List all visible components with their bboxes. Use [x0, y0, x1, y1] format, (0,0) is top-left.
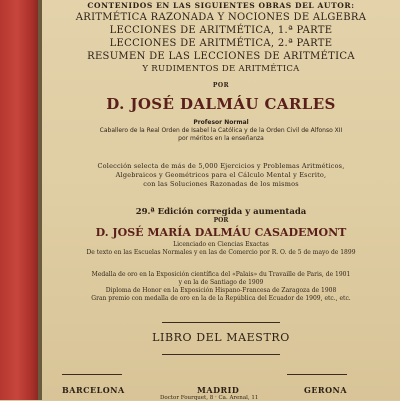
- author-name: D. JOSÉ DALMÁU CARLES: [106, 95, 336, 113]
- medals-list: [42, 271, 400, 303]
- author-titles: [42, 119, 400, 143]
- work-item: Y RUDIMENTOS DE ARITMÉTICA: [142, 64, 300, 74]
- madrid-address: Doctor Fourquet, 8 · Ca. Arenal, 11: [160, 395, 259, 401]
- edition-text: 29.ª Edición corregida y aumentada: [135, 207, 307, 217]
- second-author-name: D. JOSÉ MARÍA DALMÁU CASADEMONT: [95, 226, 347, 239]
- medal-line: Gran premio con medalla de oro en la de la República del Ecuador de 1909, etc., etc.: [91, 295, 351, 302]
- collection-line: con las Soluciones Razonadas de los mismos: [143, 180, 299, 188]
- second-author-sub: [42, 241, 400, 257]
- collection-description: [42, 162, 400, 189]
- collection-line: Algebraicos y Geométricos para el Cálculo Mental y Escrito,: [115, 171, 327, 179]
- author-title-line: Profesor Normal: [193, 119, 249, 126]
- work-item: LECCIONES DE ARITMÉTICA, 2.ª PARTE: [109, 38, 333, 49]
- medal-line: y en la de Santiago de 1909: [178, 279, 264, 286]
- textbook-approval: De texto en las Escuelas Normales y en las de Comercio por R. O. de 5 de mayo de 1899: [86, 249, 356, 256]
- title-page: [42, 0, 400, 400]
- por-label: POR: [212, 82, 230, 89]
- medal-line: Medalla de oro en la Exposición científica del «Palais» du Travaille de Paris, de 1901: [91, 271, 351, 278]
- author-title-line: por méritos en la enseñanza: [178, 135, 264, 142]
- city-madrid: MADRID: [197, 385, 240, 395]
- collection-line: Colección selecta de más de 5,000 Ejercicios y Problemas Aritméticos,: [97, 162, 345, 170]
- book-title: LIBRO DEL MAESTRO: [152, 331, 290, 344]
- work-item: RESUMEN DE LAS LECCIONES DE ARITMÉTICA: [87, 51, 355, 62]
- city-barcelona: BARCELONA: [62, 385, 125, 395]
- edition-por: POR: [213, 217, 229, 224]
- author-title-line: Caballero de la Real Orden de Isabel la Católica y de la Orden Civil de Alfonso XII: [99, 127, 343, 134]
- city-gerona: GERONA: [304, 385, 348, 395]
- edition-line: [42, 207, 400, 224]
- divider-top: [162, 322, 280, 323]
- second-author-degree: Licenciado en Ciencias Exactas: [173, 241, 269, 248]
- book-spine: [0, 0, 38, 400]
- works-list: [42, 11, 400, 76]
- divider-left: [62, 374, 122, 375]
- medal-line: Diploma de Honor en la Exposición Hispano-Francesa de Zaragoza de 1908: [105, 287, 337, 294]
- divider-bottom: [162, 354, 280, 355]
- works-header: CONTENIDOS EN LAS SIGUIENTES OBRAS DEL AUTOR:: [87, 1, 355, 10]
- work-item: LECCIONES DE ARITMÉTICA, 1.ª PARTE: [109, 25, 333, 36]
- divider-right: [287, 374, 347, 375]
- work-item: ARITMÉTICA RAZONADA Y NOCIONES DE ALGEBRA: [75, 12, 367, 23]
